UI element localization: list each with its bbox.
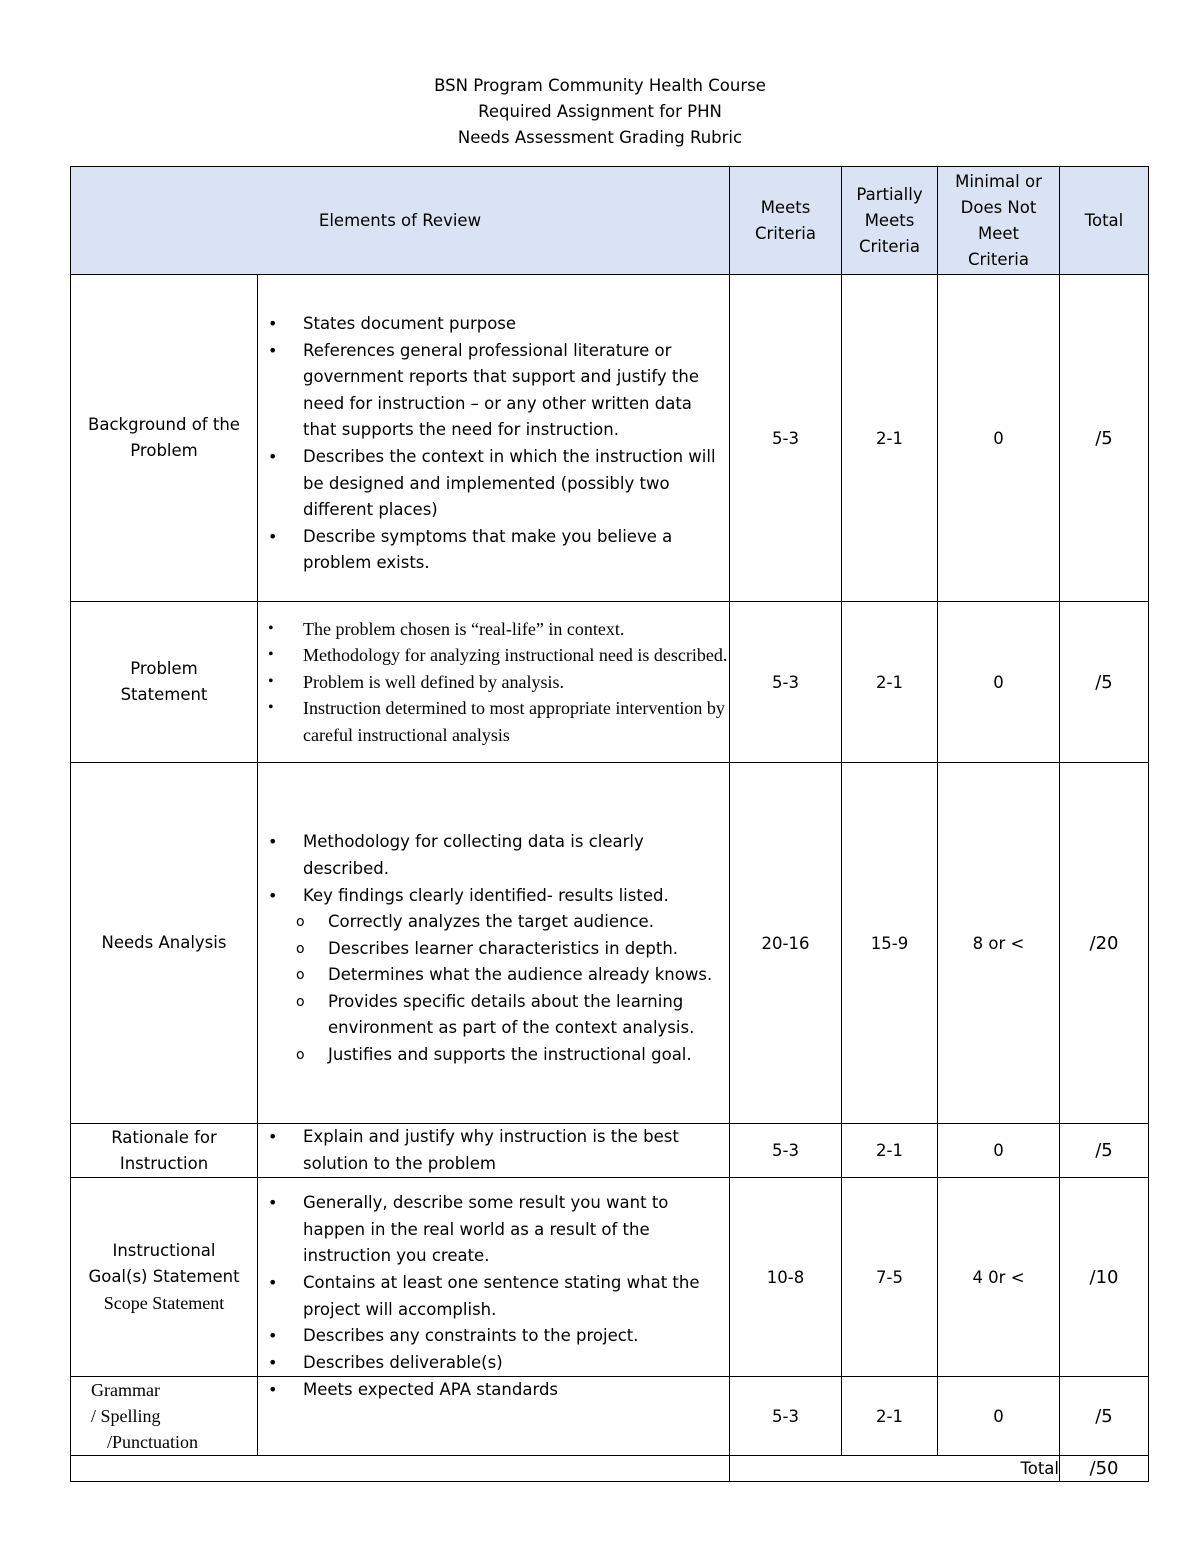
sub-list-item: o Determines what the audience already knows. xyxy=(258,962,729,989)
footer-blank-cell xyxy=(71,1456,730,1482)
meets-score: 5-3 xyxy=(730,1124,842,1178)
meets-score: 5-3 xyxy=(730,1377,842,1456)
list-item: • Problem is well defined by analysis. xyxy=(258,669,729,696)
list-item: • The problem chosen is “real-life” in context. xyxy=(258,616,729,643)
meets-score: 5-3 xyxy=(730,602,842,763)
column-header-partially-meets: Partially Meets Criteria xyxy=(842,167,938,275)
minimal-score: 0 xyxy=(938,275,1060,602)
rubric-title: Needs Assessment Grading Rubric xyxy=(457,128,743,147)
list-item: • Describes deliverable(s) xyxy=(258,1350,729,1377)
list-item: • States document purpose xyxy=(258,311,729,338)
sub-list xyxy=(258,909,729,1069)
minimal-score: 0 xyxy=(938,1124,1060,1178)
row-criteria xyxy=(258,1124,730,1178)
list-item: • Contains at least one sentence stating what the project will accomplish. xyxy=(258,1270,729,1323)
grand-total-value: /50 xyxy=(1060,1456,1149,1482)
partial-score: 7-5 xyxy=(842,1178,938,1377)
partial-score: 2-1 xyxy=(842,602,938,763)
row-criteria xyxy=(258,275,730,602)
partial-score: 15-9 xyxy=(842,763,938,1124)
document-header xyxy=(0,73,1200,151)
assignment-title: Required Assignment for PHN xyxy=(478,102,722,121)
sub-list-item: o Describes learner characteristics in depth. xyxy=(258,936,729,963)
list-item: • Describes any constraints to the project. xyxy=(258,1323,729,1350)
table-row xyxy=(71,1178,1149,1377)
partial-score: 2-1 xyxy=(842,1377,938,1456)
list-item: • Instruction determined to most appropriate intervention by careful instructional analysis xyxy=(258,695,729,748)
row-total: /10 xyxy=(1060,1178,1149,1377)
table-row xyxy=(71,1377,1149,1456)
minimal-score: 4 0r < xyxy=(938,1178,1060,1377)
minimal-score: 8 or < xyxy=(938,763,1060,1124)
table-row xyxy=(71,763,1149,1124)
row-label-instructional-goal: Instructional Goal(s) Statement Scope Statement xyxy=(71,1178,258,1377)
list-item: • Meets expected APA standards xyxy=(258,1377,729,1404)
row-label-problem-statement: Problem Statement xyxy=(71,602,258,763)
row-criteria xyxy=(258,1178,730,1377)
table-row xyxy=(71,275,1149,602)
minimal-score: 0 xyxy=(938,602,1060,763)
row-total: /5 xyxy=(1060,1124,1149,1178)
list-item: • Key findings clearly identified- results listed. xyxy=(258,883,729,910)
grand-total-label: Total xyxy=(730,1456,1060,1482)
row-label-background: Background of the Problem xyxy=(71,275,258,602)
list-item: • Explain and justify why instruction is the best solution to the problem xyxy=(258,1124,729,1177)
table-row xyxy=(71,602,1149,763)
row-total: /5 xyxy=(1060,275,1149,602)
list-item: • Describe symptoms that make you believe a problem exists. xyxy=(258,524,729,577)
table-header-row xyxy=(71,167,1149,275)
grading-rubric-table xyxy=(70,166,1149,1482)
meets-score: 20-16 xyxy=(730,763,842,1124)
column-header-meets: Meets Criteria xyxy=(730,167,842,275)
sub-list-item: o Justifies and supports the instructional goal. xyxy=(258,1042,729,1069)
meets-score: 10-8 xyxy=(730,1178,842,1377)
row-label-needs-analysis: Needs Analysis xyxy=(71,763,258,1124)
sub-list-item: o Correctly analyzes the target audience. xyxy=(258,909,729,936)
partial-score: 2-1 xyxy=(842,1124,938,1178)
course-title: BSN Program Community Health Course xyxy=(434,76,766,95)
meets-score: 5-3 xyxy=(730,275,842,602)
list-item: • Describes the context in which the instruction will be designed and implemented (possibly two different places) xyxy=(258,444,729,524)
sub-list-item: o Provides specific details about the learning environment as part of the context analysis. xyxy=(258,989,729,1042)
column-header-elements: Elements of Review xyxy=(71,167,730,275)
minimal-score: 0 xyxy=(938,1377,1060,1456)
table-footer-row xyxy=(71,1456,1149,1482)
row-label-rationale: Rationale for Instruction xyxy=(71,1124,258,1178)
table-row xyxy=(71,1124,1149,1178)
list-item: • References general professional literature or government reports that support and justify the need for instruction – or any other written data that supports the need for instruction. xyxy=(258,338,729,444)
row-total: /5 xyxy=(1060,1377,1149,1456)
row-total: /5 xyxy=(1060,602,1149,763)
row-criteria xyxy=(258,602,730,763)
row-total: /20 xyxy=(1060,763,1149,1124)
column-header-minimal: Minimal or Does Not Meet Criteria xyxy=(938,167,1060,275)
list-item: • Methodology for analyzing instructional need is described. xyxy=(258,642,729,669)
partial-score: 2-1 xyxy=(842,275,938,602)
column-header-total: Total xyxy=(1060,167,1149,275)
row-label-grammar: Grammar / Spelling /Punctuation xyxy=(71,1377,258,1456)
list-item: • Methodology for collecting data is clearly described. xyxy=(258,829,729,882)
row-criteria xyxy=(258,763,730,1124)
row-criteria xyxy=(258,1377,730,1456)
list-item: • Generally, describe some result you want to happen in the real world as a result of the instruction you create. xyxy=(258,1190,729,1270)
